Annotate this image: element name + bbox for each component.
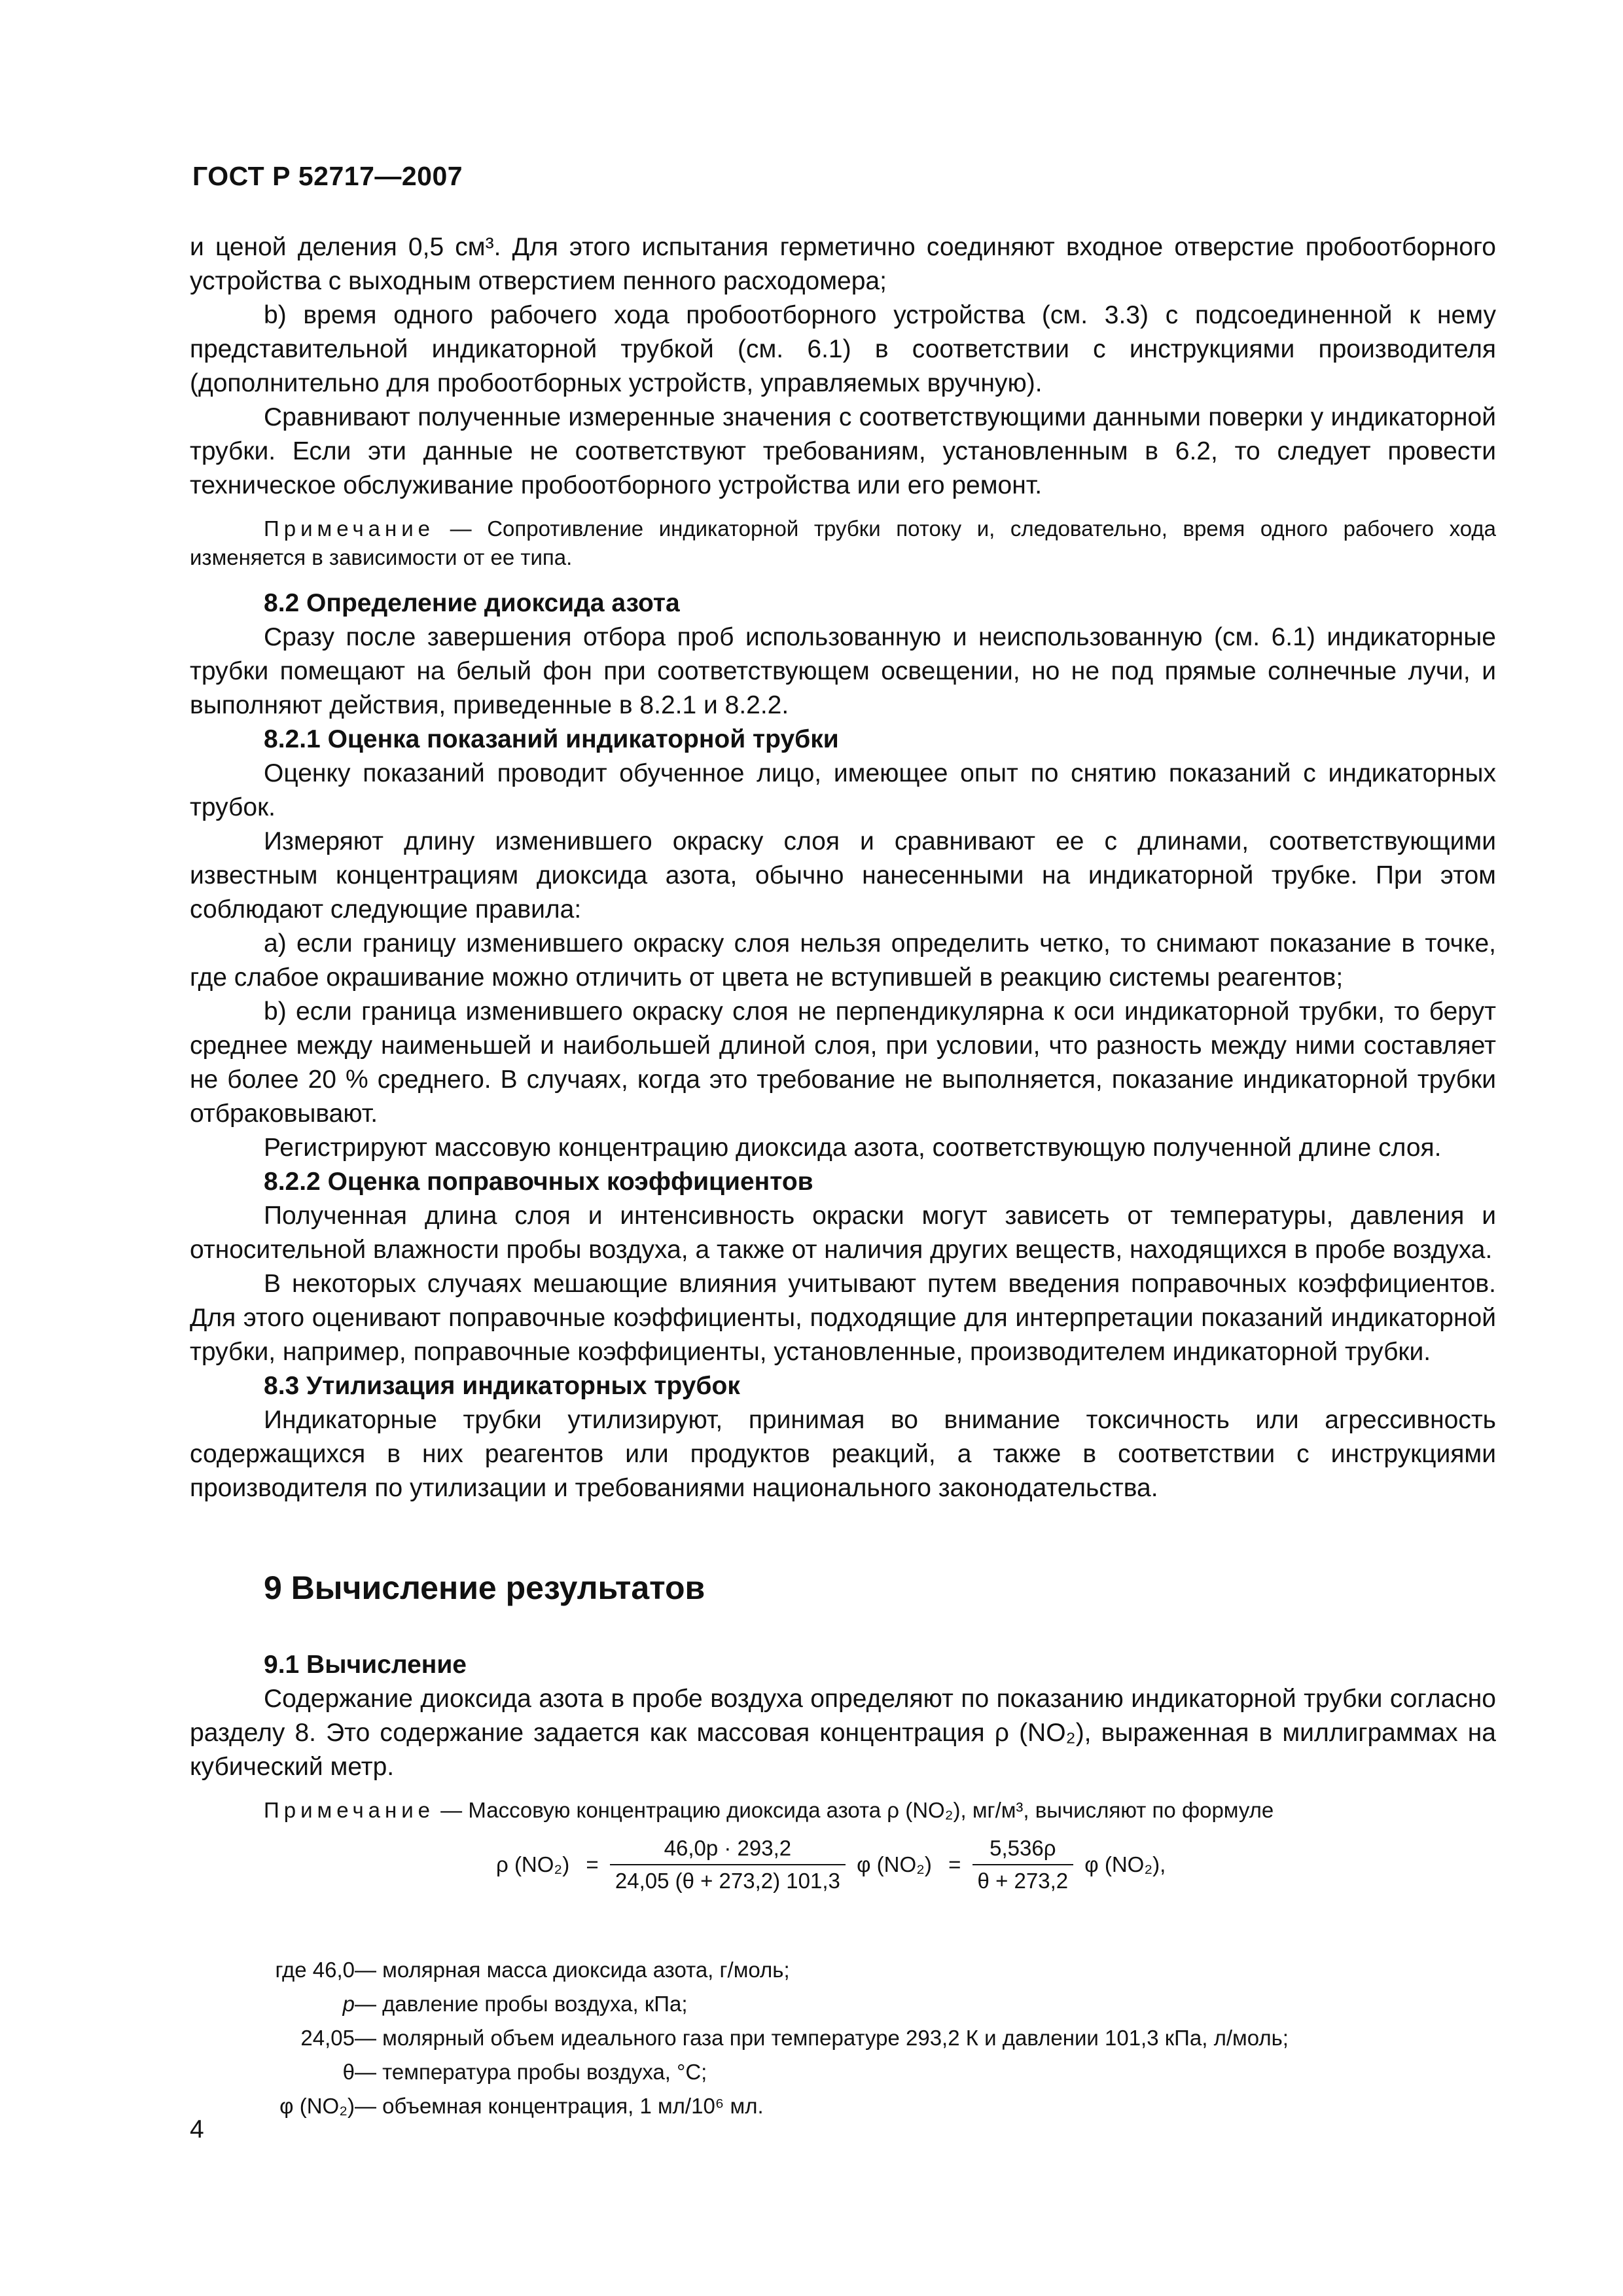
definition-text: — молярная масса диоксида азота, г/моль; [355,1958,790,1982]
section-heading-8-2-2: 8.2.2 Оценка поправочных коэффициентов [264,1168,813,1196]
paragraph: Полученная длина слоя и интенсивность окраски могут зависеть от температуры, давления и относительной влажности пробы воздуха, а также от наличия других веществ, находящихся в пробе воздуха. [190,1202,1496,1264]
paragraph: Сразу после завершения отбора проб использованную и неиспользованную (см. 6.1) индикаторные трубки помещают на белый фон при соответствующем освещении, но не под прямые солнечные лучи, и выполняют действия, приведенные в 8.2.1 и 8.2.2. [190,623,1496,719]
section-heading-9-1: 9.1 Вычисление [264,1651,467,1679]
paragraph: Регистрируют массовую концентрацию диоксида азота, соответствующую полученной длине слоя. [264,1134,1442,1162]
definition-row [190,2021,1496,2055]
definition-symbol: где 46,0 [275,1958,355,1982]
list-item: a) если границу изменившего окраску слоя нельзя определить четко, то снимают показание в точке, где слабое окрашивание можно отличить от цвета не вступившей в реакцию системы реагентов; [190,929,1496,992]
note-label: Примечание [264,516,435,541]
definition-row [190,2055,1496,2089]
paragraph: В некоторых случаях мешающие влияния учитывают путем введения поправочных коэффициентов. Для этого оценивают поправочные коэффициенты, подходящие для интерпретации показаний индикаторной трубки, например, поправочные коэффициенты, установленные, производителем индикаторной трубки. [190,1270,1496,1366]
formula-equals: = [948,1852,961,1876]
formula-factor: φ (NO₂) [857,1852,932,1876]
paragraph: Сравнивают полученные измеренные значения с соответствующими данными поверки у индикаторной трубки. Если эти данные не соответствуют требованиям, установленным в 6.2, то следует провести техническое обслуживание пробоотборного устройства или его ремонт. [190,403,1496,499]
paragraph: Индикаторные трубки утилизируют, принимая во внимание токсичность или агрессивность содержащихся в них реагентов или продуктов реакций, а также в соответствии с инструкциями производителя по утилизации и требованиями национального законодательства. [190,1406,1496,1502]
paragraph: Оценку показаний проводит обученное лицо, имеющее опыт по снятию показаний с индикаторных трубок. [190,759,1496,821]
paragraph: Содержание диоксида азота в пробе воздуха определяют по показанию индикаторной трубки согласно разделу 8. Это содержание задается как массовая концентрация ρ (NO₂), выраженная в миллиграммах на кубический метр. [190,1685,1496,1781]
definition-symbol: θ [342,2060,355,2084]
definition-symbol: φ (NO₂) [279,2094,355,2118]
paragraph: и ценой деления 0,5 см³. Для этого испытания герметично соединяют входное отверстие пробоотборного устройства с выходным отверстием пенного расходомера; [190,233,1496,295]
definition-symbol: p [342,1992,355,2016]
formula-denominator: θ + 273,2 [977,1869,1069,1893]
note-label: Примечание [264,1798,435,1822]
chapter-heading-9: 9 Вычисление результатов [264,1570,705,1606]
note [190,514,1496,572]
definition-text: — объемная концентрация, 1 мл/10⁶ мл. [355,2094,764,2118]
section-heading-8-2: 8.2 Определение диоксида азота [264,589,680,617]
definition-text: — температура пробы воздуха, °С; [355,2060,707,2084]
formula-numerator: 46,0p · 293,2 [610,1835,846,1865]
paragraph: b) время одного рабочего хода пробоотборного устройства (см. 3.3) с подсоединенной к нему представительной индикаторной трубкой (см. 6.1) в соответствии с инструкциями производителя (дополнительно для пробоотборных устройств, управляемых вручную). [190,301,1496,397]
definition-row [190,1987,1496,2021]
formula-lhs: ρ (NO₂) [496,1852,570,1876]
formula-factor: φ (NO₂), [1084,1852,1166,1876]
formula-denominator: 24,05 (θ + 273,2) 101,3 [615,1869,840,1893]
formula-definitions [190,1953,1496,2123]
list-item: b) если граница изменившего окраску слоя не перпендикулярна к оси индикаторной трубки, то берут среднее между наименьшей и наибольшей длиной слоя, при условии, что разность между ними составляет не более 20 % среднего. В случаях, когда это требование не выполняется, показание индикаторной трубки отбраковывают. [190,997,1496,1128]
paragraph: Измеряют длину изменившего окраску слоя и сравнивают ее с длинами, соответствующими известным концентрациям диоксида азота, обычно нанесенными на индикаторной трубке. При этом соблюдают следующие правила: [190,827,1496,924]
note-text: — Сопротивление индикаторной трубки потоку и, следовательно, время одного рабочего хода изменяется в зависимости от ее типа. [190,516,1496,569]
formula-numerator: 5,536ρ [972,1835,1074,1865]
definition-text: — молярный объем идеального газа при температуре 293,2 К и давлении 101,3 кПа, л/моль; [355,2026,1289,2050]
note-text: — Массовую концентрацию диоксида азота ρ (NO₂), мг/м³, вычисляют по формуле [435,1798,1274,1822]
section-heading-8-2-1: 8.2.1 Оценка показаний индикаторной трубки [264,725,839,753]
definition-row [190,2089,1496,2123]
section-heading-8-3: 8.3 Утилизация индикаторных трубок [264,1372,740,1400]
definition-row [190,1953,1496,1987]
page-body [190,230,1496,2123]
definition-symbol: 24,05 [300,2026,355,2050]
definition-text: — давление пробы воздуха, кПа; [355,1992,688,2016]
note [190,1796,1496,1825]
formula [491,1835,1496,1933]
formula-fraction [972,1835,1074,1894]
formula-fraction [610,1835,846,1894]
page-number: 4 [190,2115,204,2144]
document-header: ГОСТ Р 52717—2007 [192,161,463,191]
formula-equals: = [586,1852,599,1876]
